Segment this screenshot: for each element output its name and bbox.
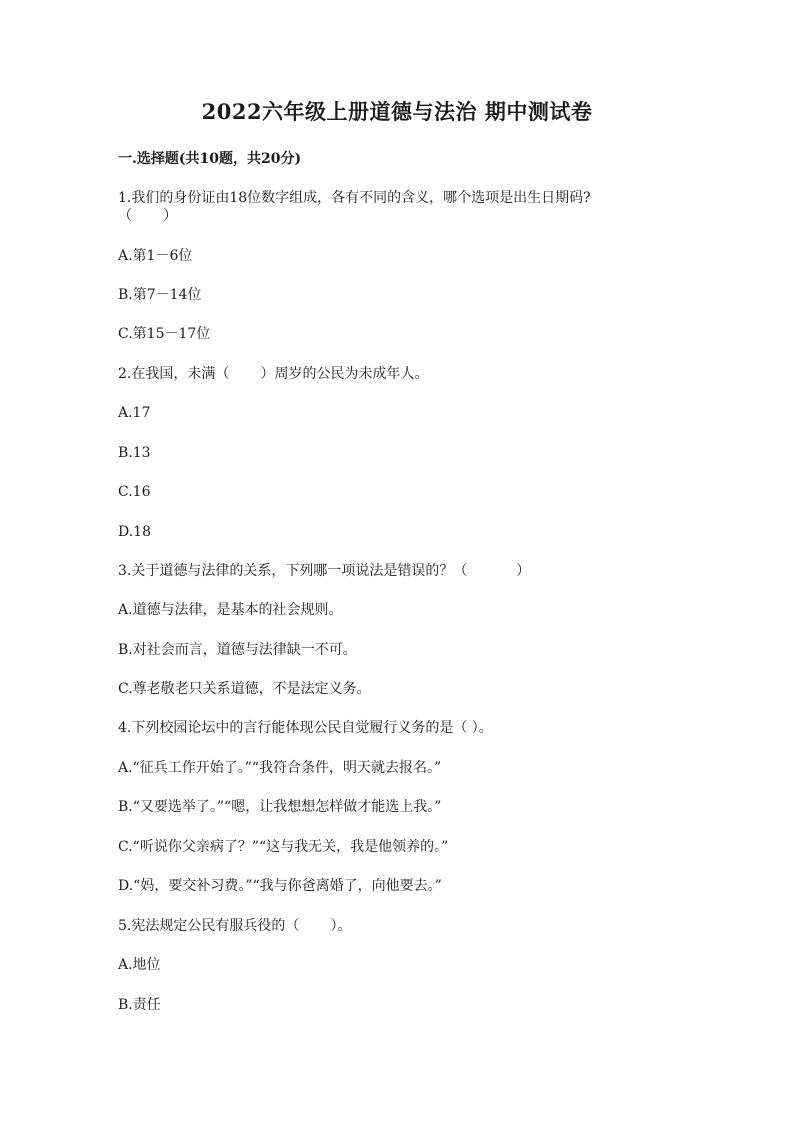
question-3-stem: 3.关于道德与法律的关系，下列哪一项说法是错误的？（ ） <box>118 563 531 579</box>
question-4-option-a: A.“征兵工作开始了。”“我符合条件，明天就去报名。” <box>118 760 442 776</box>
question-2-option-d: D.18 <box>118 524 151 540</box>
question-1-stem: 1.我们的身份证由18位数字组成，各有不同的含义，哪个选项是出生日期码? <box>118 190 591 206</box>
question-1-option-c: C.第15－17位 <box>118 326 211 342</box>
question-5-option-b: B.责任 <box>118 997 161 1013</box>
question-1-answer-blank: （ ） <box>118 208 178 224</box>
question-2-option-c: C.16 <box>118 484 151 500</box>
question-3-option-a: A.道德与法律，是基本的社会规则。 <box>118 602 343 618</box>
question-5-option-a: A.地位 <box>118 957 161 973</box>
question-1-option-a: A.第1－6位 <box>118 248 193 264</box>
question-1-option-b: B.第7－14位 <box>118 287 202 303</box>
question-3-option-c: C.尊老敬老只关系道德，不是法定义务。 <box>118 681 371 697</box>
question-2-option-b: B.13 <box>118 445 151 461</box>
question-4-option-d: D.“妈，要交补习费。”“我与你爸离婚了，向他要去。” <box>118 878 442 894</box>
question-5-stem: 5.宪法规定公民有服兵役的（ ）。 <box>118 918 352 934</box>
question-2-stem: 2.在我国，未满（ ）周岁的公民为未成年人。 <box>118 366 429 382</box>
question-2-option-a: A.17 <box>118 405 151 421</box>
question-4-option-b: B.“又要选举了。”“嗯，让我想想怎样做才能选上我。” <box>118 799 442 815</box>
question-3-option-b: B.对社会而言，道德与法律缺一不可。 <box>118 642 357 658</box>
question-4-option-c: C.“听说你父亲病了？”“这与我无关，我是他领养的。” <box>118 839 449 855</box>
page-title: 2022六年级上册道德与法治 期中测试卷 <box>201 99 593 124</box>
question-4-stem: 4.下列校园论坛中的言行能体现公民自觉履行义务的是（ ）。 <box>118 720 493 736</box>
section-header: 一.选择题(共10题，共20分) <box>118 151 302 167</box>
